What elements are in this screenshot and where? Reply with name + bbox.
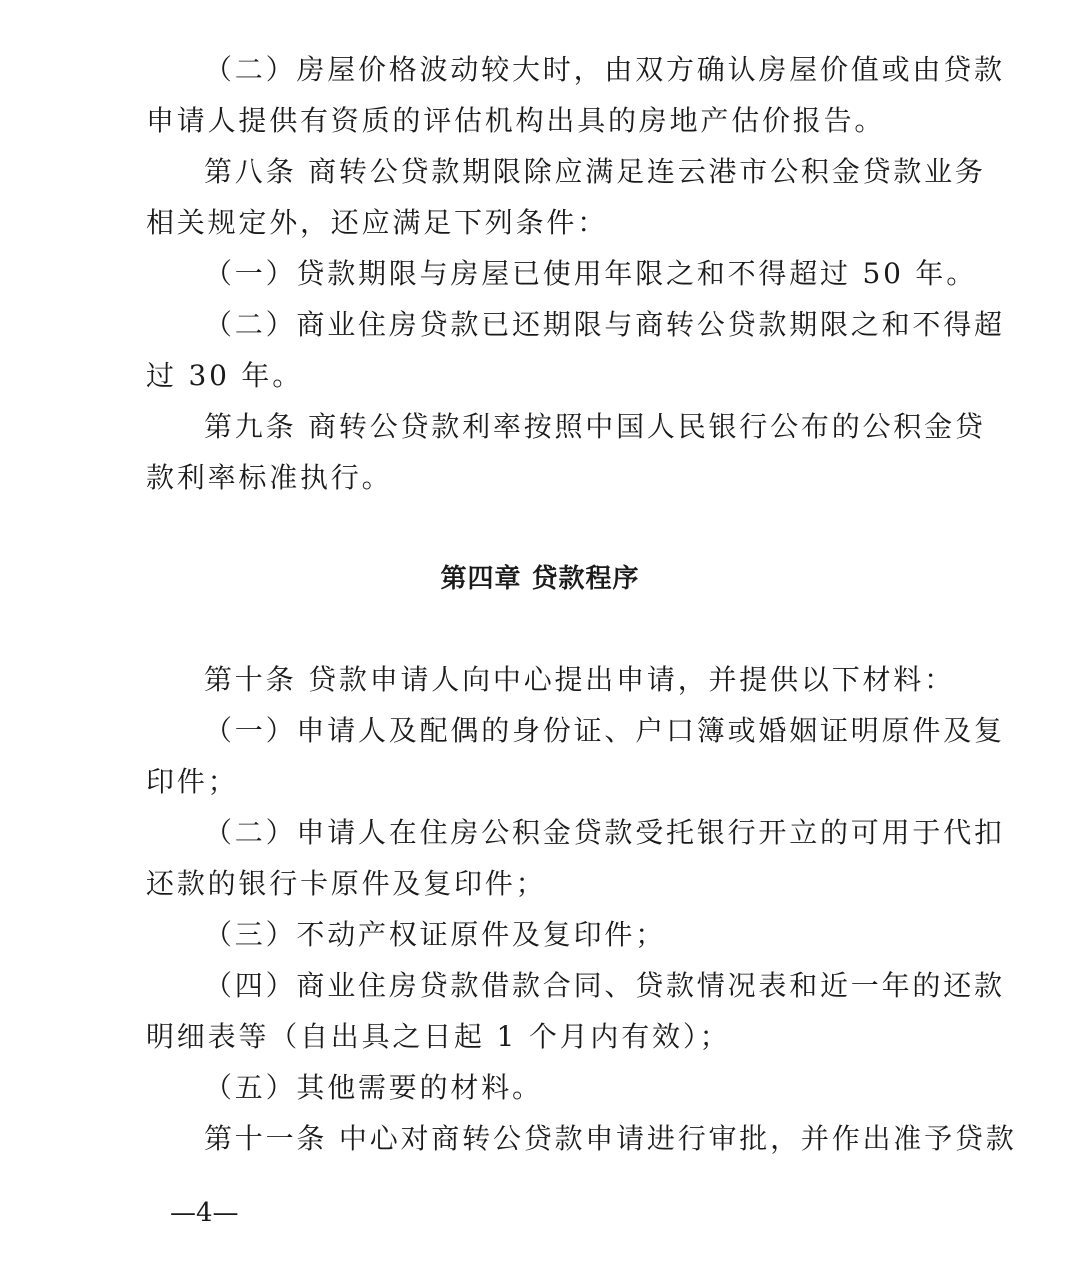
paragraph-line: （四）商业住房贷款借款合同、贷款情况表和近一年的还款 bbox=[204, 969, 1005, 1002]
paragraph-line: （二）商业住房贷款已还期限与商转公贷款期限之和不得超 bbox=[204, 308, 1005, 341]
paragraph-line: 过 30 年。 bbox=[146, 359, 304, 392]
article-10-line: 第十条 贷款申请人向中心提出申请，并提供以下材料： bbox=[204, 663, 955, 696]
paragraph-line: （五）其他需要的材料。 bbox=[204, 1071, 543, 1104]
paragraph-line: 明细表等（自出具之日起 1 个月内有效）； bbox=[146, 1020, 731, 1053]
paragraph-line: 还款的银行卡原件及复印件； bbox=[146, 867, 547, 900]
paragraph-line: 印件； bbox=[146, 765, 239, 798]
article-9-line: 款利率标准执行。 bbox=[146, 461, 393, 494]
paragraph-line: （一）贷款期限与房屋已使用年限之和不得超过 50 年。 bbox=[204, 257, 978, 290]
article-9-line: 第九条 商转公贷款利率按照中国人民银行公布的公积金贷 bbox=[204, 410, 986, 443]
paragraph-line: （二）房屋价格波动较大时，由双方确认房屋价值或由贷款 bbox=[204, 53, 1005, 86]
paragraph-line: （三）不动产权证原件及复印件； bbox=[204, 918, 667, 951]
paragraph-line: （二）申请人在住房公积金贷款受托银行开立的可用于代扣 bbox=[204, 816, 1005, 849]
article-11-line: 第十一条 中心对商转公贷款申请进行审批，并作出准予贷款 bbox=[204, 1122, 1017, 1155]
paragraph-line: （一）申请人及配偶的身份证、户口簿或婚姻证明原件及复 bbox=[204, 714, 1005, 747]
chapter-heading: 第四章 贷款程序 bbox=[440, 564, 640, 594]
article-8-line: 相关规定外，还应满足下列条件： bbox=[146, 206, 609, 239]
article-8-line: 第八条 商转公贷款期限除应满足连云港市公积金贷款业务 bbox=[204, 155, 986, 188]
paragraph-line: 申请人提供有资质的评估机构出具的房地产估价报告。 bbox=[146, 104, 886, 137]
page-number: —4— bbox=[170, 1198, 239, 1228]
